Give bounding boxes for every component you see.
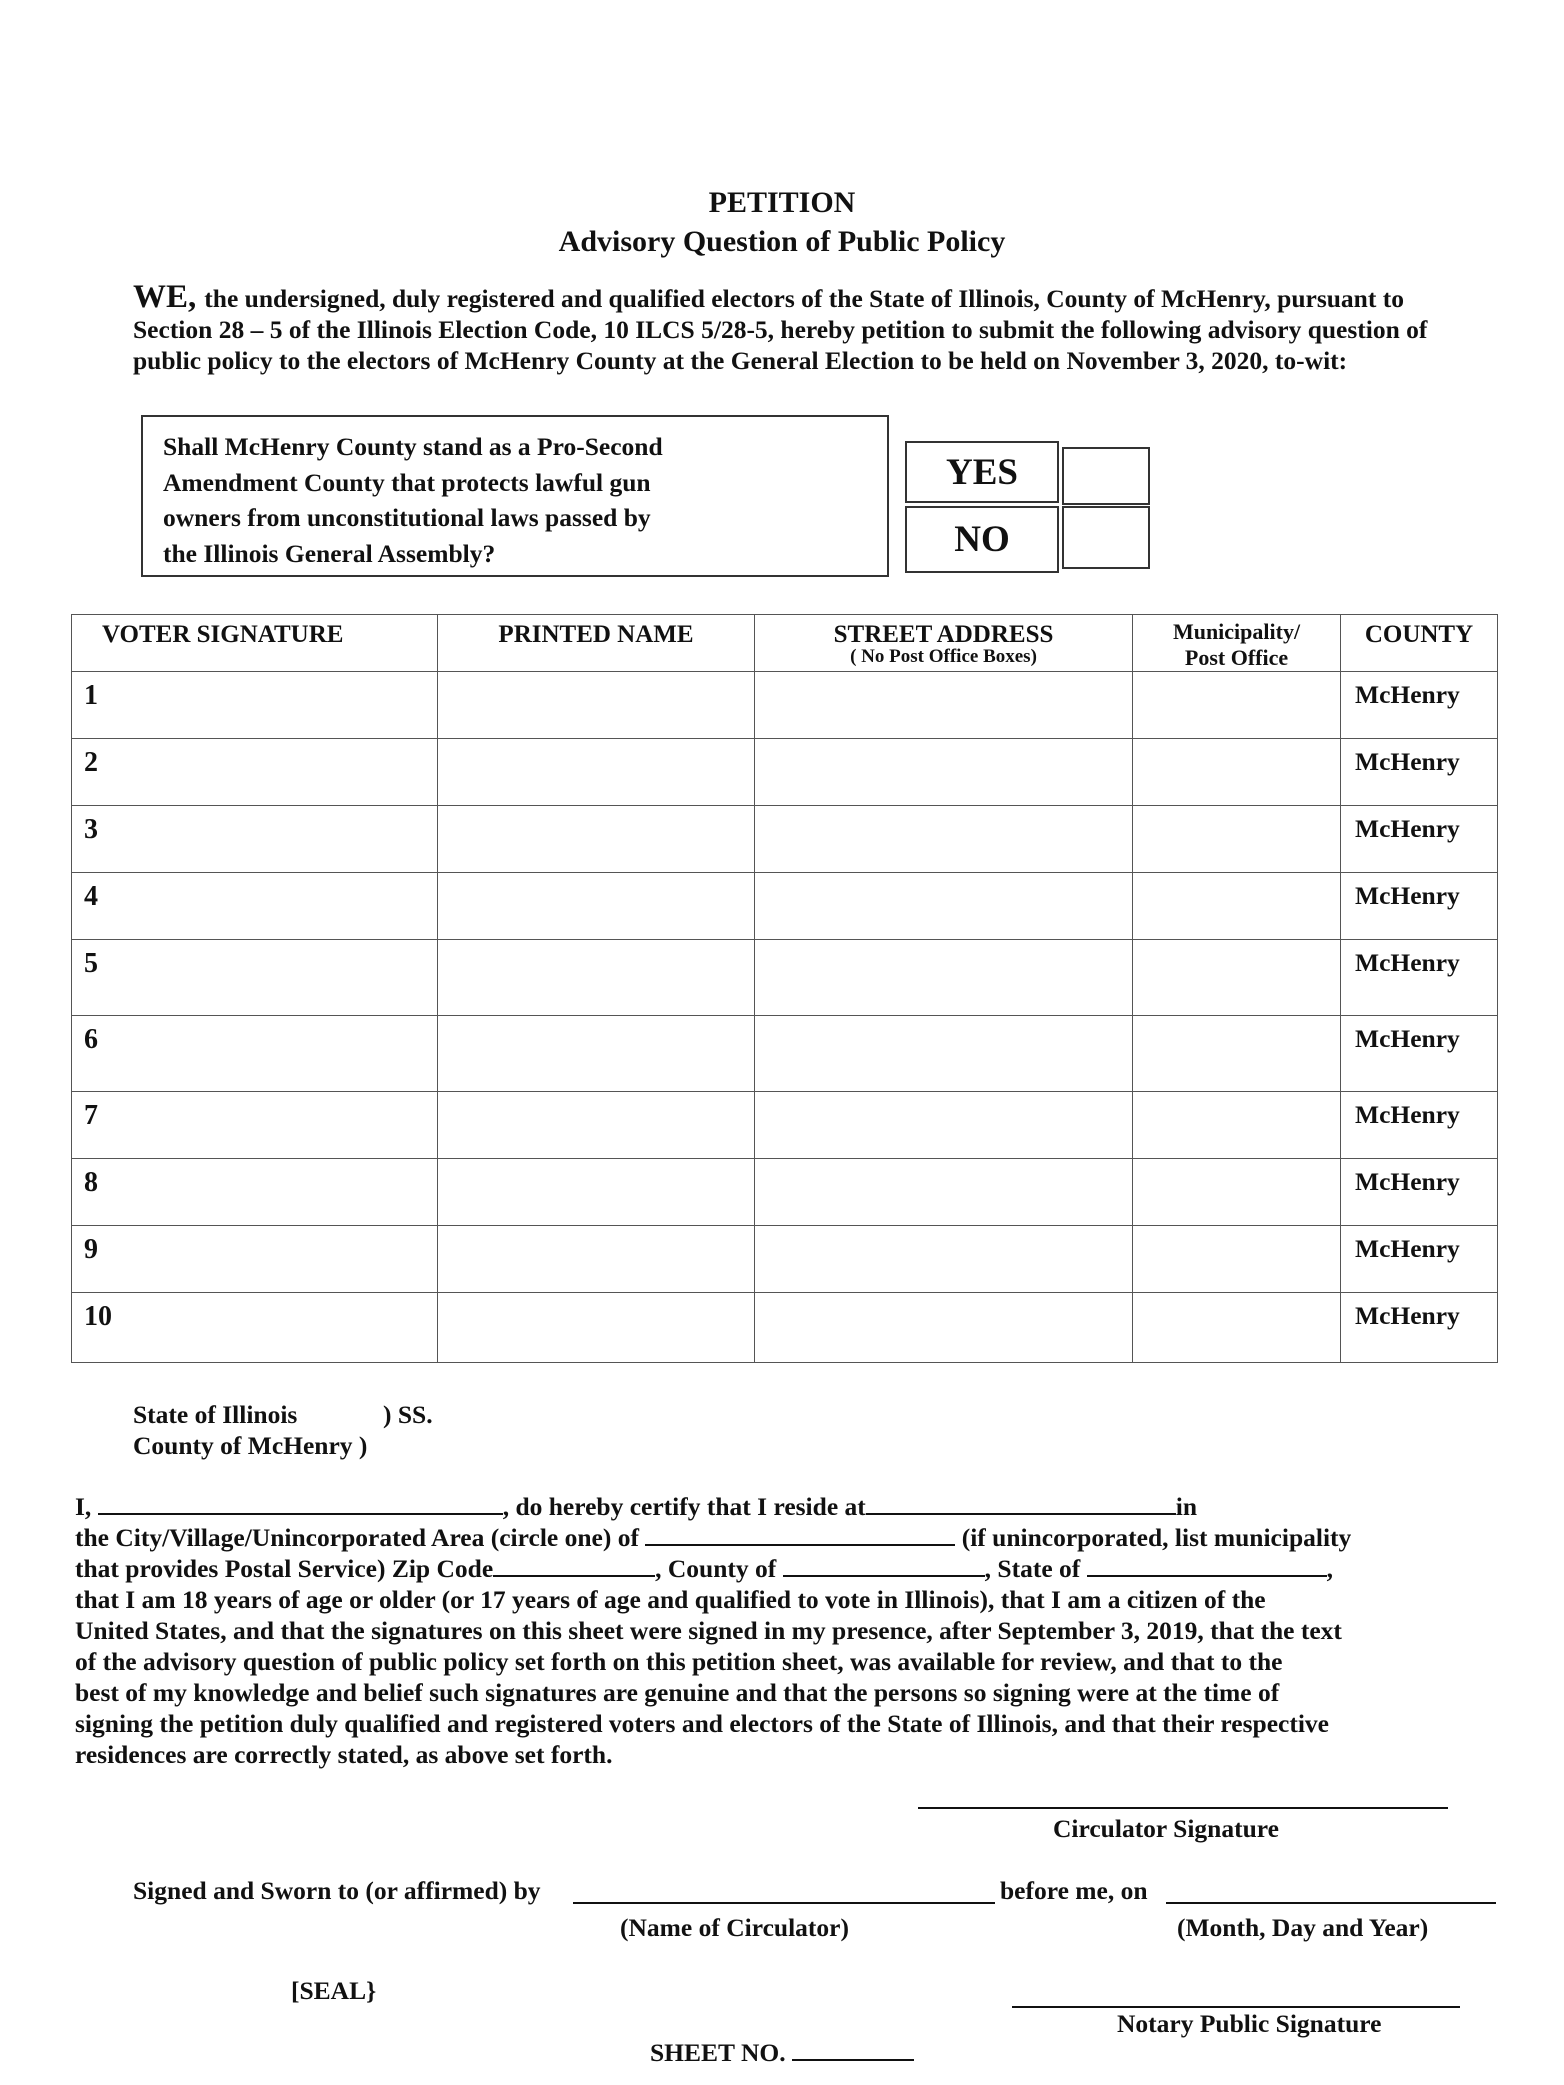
voter-signature-cell[interactable] — [72, 806, 438, 873]
street-address-cell[interactable] — [755, 739, 1133, 806]
row-number: 9 — [84, 1234, 98, 1265]
cert-line3-b: , County of — [655, 1554, 783, 1583]
printed-name-cell[interactable] — [438, 1159, 755, 1226]
street-address-cell[interactable] — [755, 1293, 1133, 1363]
street-address-cell[interactable] — [755, 940, 1133, 1016]
cert-line-9: residences are correctly stated, as above set forth. — [75, 1740, 613, 1769]
printed-name-cell[interactable] — [438, 1016, 755, 1092]
county-cell: McHenry — [1341, 1159, 1498, 1226]
yes-label: YES — [946, 451, 1018, 493]
county-cell: McHenry — [1341, 806, 1498, 873]
table-row — [72, 1226, 1498, 1293]
printed-name-cell[interactable] — [438, 1092, 755, 1159]
city-blank[interactable] — [645, 1524, 955, 1546]
street-address-note: ( No Post Office Boxes) — [850, 646, 1037, 667]
date-label: (Month, Day and Year) — [1177, 1913, 1429, 1942]
no-checkbox[interactable] — [1062, 506, 1150, 569]
county-cell: McHenry — [1341, 672, 1498, 739]
street-address-cell[interactable] — [755, 1092, 1133, 1159]
table-row — [72, 1016, 1498, 1092]
venue-county: County of McHenry ) — [133, 1431, 368, 1460]
row-number: 10 — [84, 1301, 112, 1332]
street-address-label: STREET ADDRESS — [833, 621, 1054, 648]
no-label: NO — [954, 519, 1010, 560]
sheet-number-label: SHEET NO. — [650, 2038, 792, 2067]
sworn-middle: before me, on — [1000, 1876, 1148, 1905]
voter-signature-cell[interactable] — [72, 940, 438, 1016]
row-number: 8 — [84, 1167, 98, 1198]
printed-name-cell[interactable] — [438, 873, 755, 940]
cert-line1-a: I, — [75, 1492, 98, 1521]
voter-signature-cell[interactable] — [72, 1016, 438, 1092]
circulator-signature-line[interactable] — [918, 1807, 1448, 1809]
seal-label: [SEAL} — [291, 1976, 377, 2005]
table-row — [72, 873, 1498, 940]
municipality-cell[interactable] — [1133, 739, 1341, 806]
table-header-row — [72, 615, 1498, 672]
street-address-cell[interactable] — [755, 1159, 1133, 1226]
cert-line-6: of the advisory question of public policy set forth on this petition sheet, was available for review, and that to the — [75, 1647, 1283, 1676]
cert-line-8: signing the petition duly qualified and registered voters and electors of the State of Illinois, and that their respective — [75, 1709, 1329, 1738]
printed-name-cell[interactable] — [438, 1226, 755, 1293]
cert-line3-a: that provides Postal Service) Zip Code — [75, 1554, 494, 1583]
voter-signature-cell[interactable] — [72, 672, 438, 739]
row-number: 1 — [84, 680, 98, 711]
county-blank[interactable] — [783, 1555, 985, 1577]
residence-address-blank[interactable] — [866, 1493, 1176, 1515]
voter-signature-cell[interactable] — [72, 1159, 438, 1226]
intro-paragraph — [133, 279, 1523, 376]
cert-line3-d: , — [1326, 1554, 1334, 1583]
printed-name-cell[interactable] — [438, 806, 755, 873]
printed-name-cell[interactable] — [438, 672, 755, 739]
printed-name-cell[interactable] — [438, 739, 755, 806]
municipality-cell[interactable] — [1133, 873, 1341, 940]
page-title: PETITION — [708, 186, 856, 219]
voter-signature-cell[interactable] — [72, 1092, 438, 1159]
question-line-4: the Illinois General Assembly? — [163, 538, 496, 568]
voter-signature-cell[interactable] — [72, 1226, 438, 1293]
street-address-cell[interactable] — [755, 1226, 1133, 1293]
row-number: 7 — [84, 1100, 98, 1131]
table-row — [72, 940, 1498, 1016]
table-row — [72, 672, 1498, 739]
cert-line1-c: in — [1175, 1492, 1198, 1521]
municipality-cell[interactable] — [1133, 672, 1341, 739]
question-line-1: Shall McHenry County stand as a Pro-Second — [163, 432, 663, 461]
voter-signature-cell[interactable] — [72, 873, 438, 940]
county-cell: McHenry — [1341, 1226, 1498, 1293]
cert-line2-b: (if unincorporated, list municipality — [955, 1523, 1352, 1552]
venue-state: State of Illinois — [133, 1400, 298, 1429]
question-line-2: Amendment County that protects lawful gun — [163, 467, 651, 497]
sworn-prefix: Signed and Sworn to (or affirmed) by — [133, 1876, 541, 1905]
street-address-cell[interactable] — [755, 806, 1133, 873]
sheet-number-blank[interactable] — [792, 2039, 914, 2061]
table-row — [72, 739, 1498, 806]
municipality-cell[interactable] — [1133, 1226, 1341, 1293]
yes-checkbox[interactable] — [1062, 447, 1150, 505]
county-cell: McHenry — [1341, 940, 1498, 1016]
cert-line3-c: , State of — [984, 1554, 1087, 1583]
state-blank[interactable] — [1087, 1555, 1327, 1577]
printed-name-cell[interactable] — [438, 940, 755, 1016]
zip-code-blank[interactable] — [493, 1555, 655, 1577]
printed-name-cell[interactable] — [438, 1293, 755, 1363]
header-voter-signature: VOTER SIGNATURE — [72, 615, 438, 672]
voter-signature-cell[interactable] — [72, 739, 438, 806]
table-row — [72, 1159, 1498, 1226]
cert-line1-b: , do hereby certify that I reside at — [502, 1492, 866, 1521]
county-cell: McHenry — [1341, 1016, 1498, 1092]
row-number: 5 — [84, 948, 98, 979]
yes-label-box — [905, 441, 1059, 503]
date-line[interactable] — [1166, 1902, 1496, 1904]
circulator-signature-label: Circulator Signature — [1053, 1814, 1279, 1843]
cert-line-4: that I am 18 years of age or older (or 17 years of age and qualified to vote in Illinois), that I am a citizen of the — [75, 1585, 1266, 1614]
row-number: 4 — [84, 881, 98, 912]
county-cell: McHenry — [1341, 873, 1498, 940]
venue-ss: ) SS. — [383, 1400, 433, 1429]
municipality-cell[interactable] — [1133, 940, 1341, 1016]
municipality-cell[interactable] — [1133, 1016, 1341, 1092]
table-row — [72, 806, 1498, 873]
intro-line-1: the undersigned, duly registered and qualified electors of the State of Illinois, County of McHenry, pursuant to — [204, 284, 1404, 313]
municipality-label-2: Post Office — [1184, 645, 1289, 670]
intro-line-3: public policy to the electors of McHenry County at the General Election to be held on November 3, 2020, to-wit: — [133, 346, 1348, 375]
certification-paragraph — [75, 1491, 1351, 1770]
county-cell: McHenry — [1341, 739, 1498, 806]
table-row — [72, 1092, 1498, 1159]
advisory-question-box — [141, 415, 889, 577]
street-address-cell[interactable] — [755, 1016, 1133, 1092]
county-cell: McHenry — [1341, 1293, 1498, 1363]
row-number: 6 — [84, 1024, 98, 1055]
sheet-number — [650, 2038, 914, 2068]
notary-signature-label: Notary Public Signature — [1117, 2009, 1382, 2038]
street-address-cell[interactable] — [755, 672, 1133, 739]
row-number: 2 — [84, 747, 98, 778]
name-of-circulator-label: (Name of Circulator) — [620, 1913, 849, 1942]
name-of-circulator-line[interactable] — [573, 1902, 995, 1904]
municipality-cell[interactable] — [1133, 1293, 1341, 1363]
municipality-cell[interactable] — [1133, 1092, 1341, 1159]
cert-line-7: best of my knowledge and belief such signatures are genuine and that the persons so signing were at the time of — [75, 1678, 1280, 1707]
cert-line-5: United States, and that the signatures on this sheet were signed in my presence, after September 3, 2019, that the text — [75, 1616, 1342, 1645]
county-cell: McHenry — [1341, 1092, 1498, 1159]
street-address-cell[interactable] — [755, 873, 1133, 940]
municipality-label-1: Municipality/ — [1172, 619, 1301, 644]
circulator-name-blank[interactable] — [98, 1493, 503, 1515]
voter-signature-cell[interactable] — [72, 1293, 438, 1363]
intro-line-2: Section 28 – 5 of the Illinois Election Code, 10 ILCS 5/28-5, hereby petition to submit the following advisory question of — [133, 315, 1428, 344]
intro-lead: WE, — [133, 279, 197, 315]
question-line-3: owners from unconstitutional laws passed by — [163, 503, 651, 532]
notary-signature-line[interactable] — [1012, 2006, 1460, 2008]
header-street-address — [755, 615, 1133, 672]
municipality-cell[interactable] — [1133, 806, 1341, 873]
signature-table — [71, 614, 1498, 1363]
municipality-cell[interactable] — [1133, 1159, 1341, 1226]
header-printed-name: PRINTED NAME — [438, 615, 755, 672]
no-label-box — [905, 506, 1059, 573]
table-row — [72, 1293, 1498, 1363]
row-number: 3 — [84, 814, 98, 845]
page-subtitle: Advisory Question of Public Policy — [558, 225, 1006, 258]
header-county: COUNTY — [1341, 615, 1498, 672]
header-municipality — [1133, 615, 1341, 672]
cert-line2-a: the City/Village/Unincorporated Area (circle one) of — [75, 1523, 646, 1552]
